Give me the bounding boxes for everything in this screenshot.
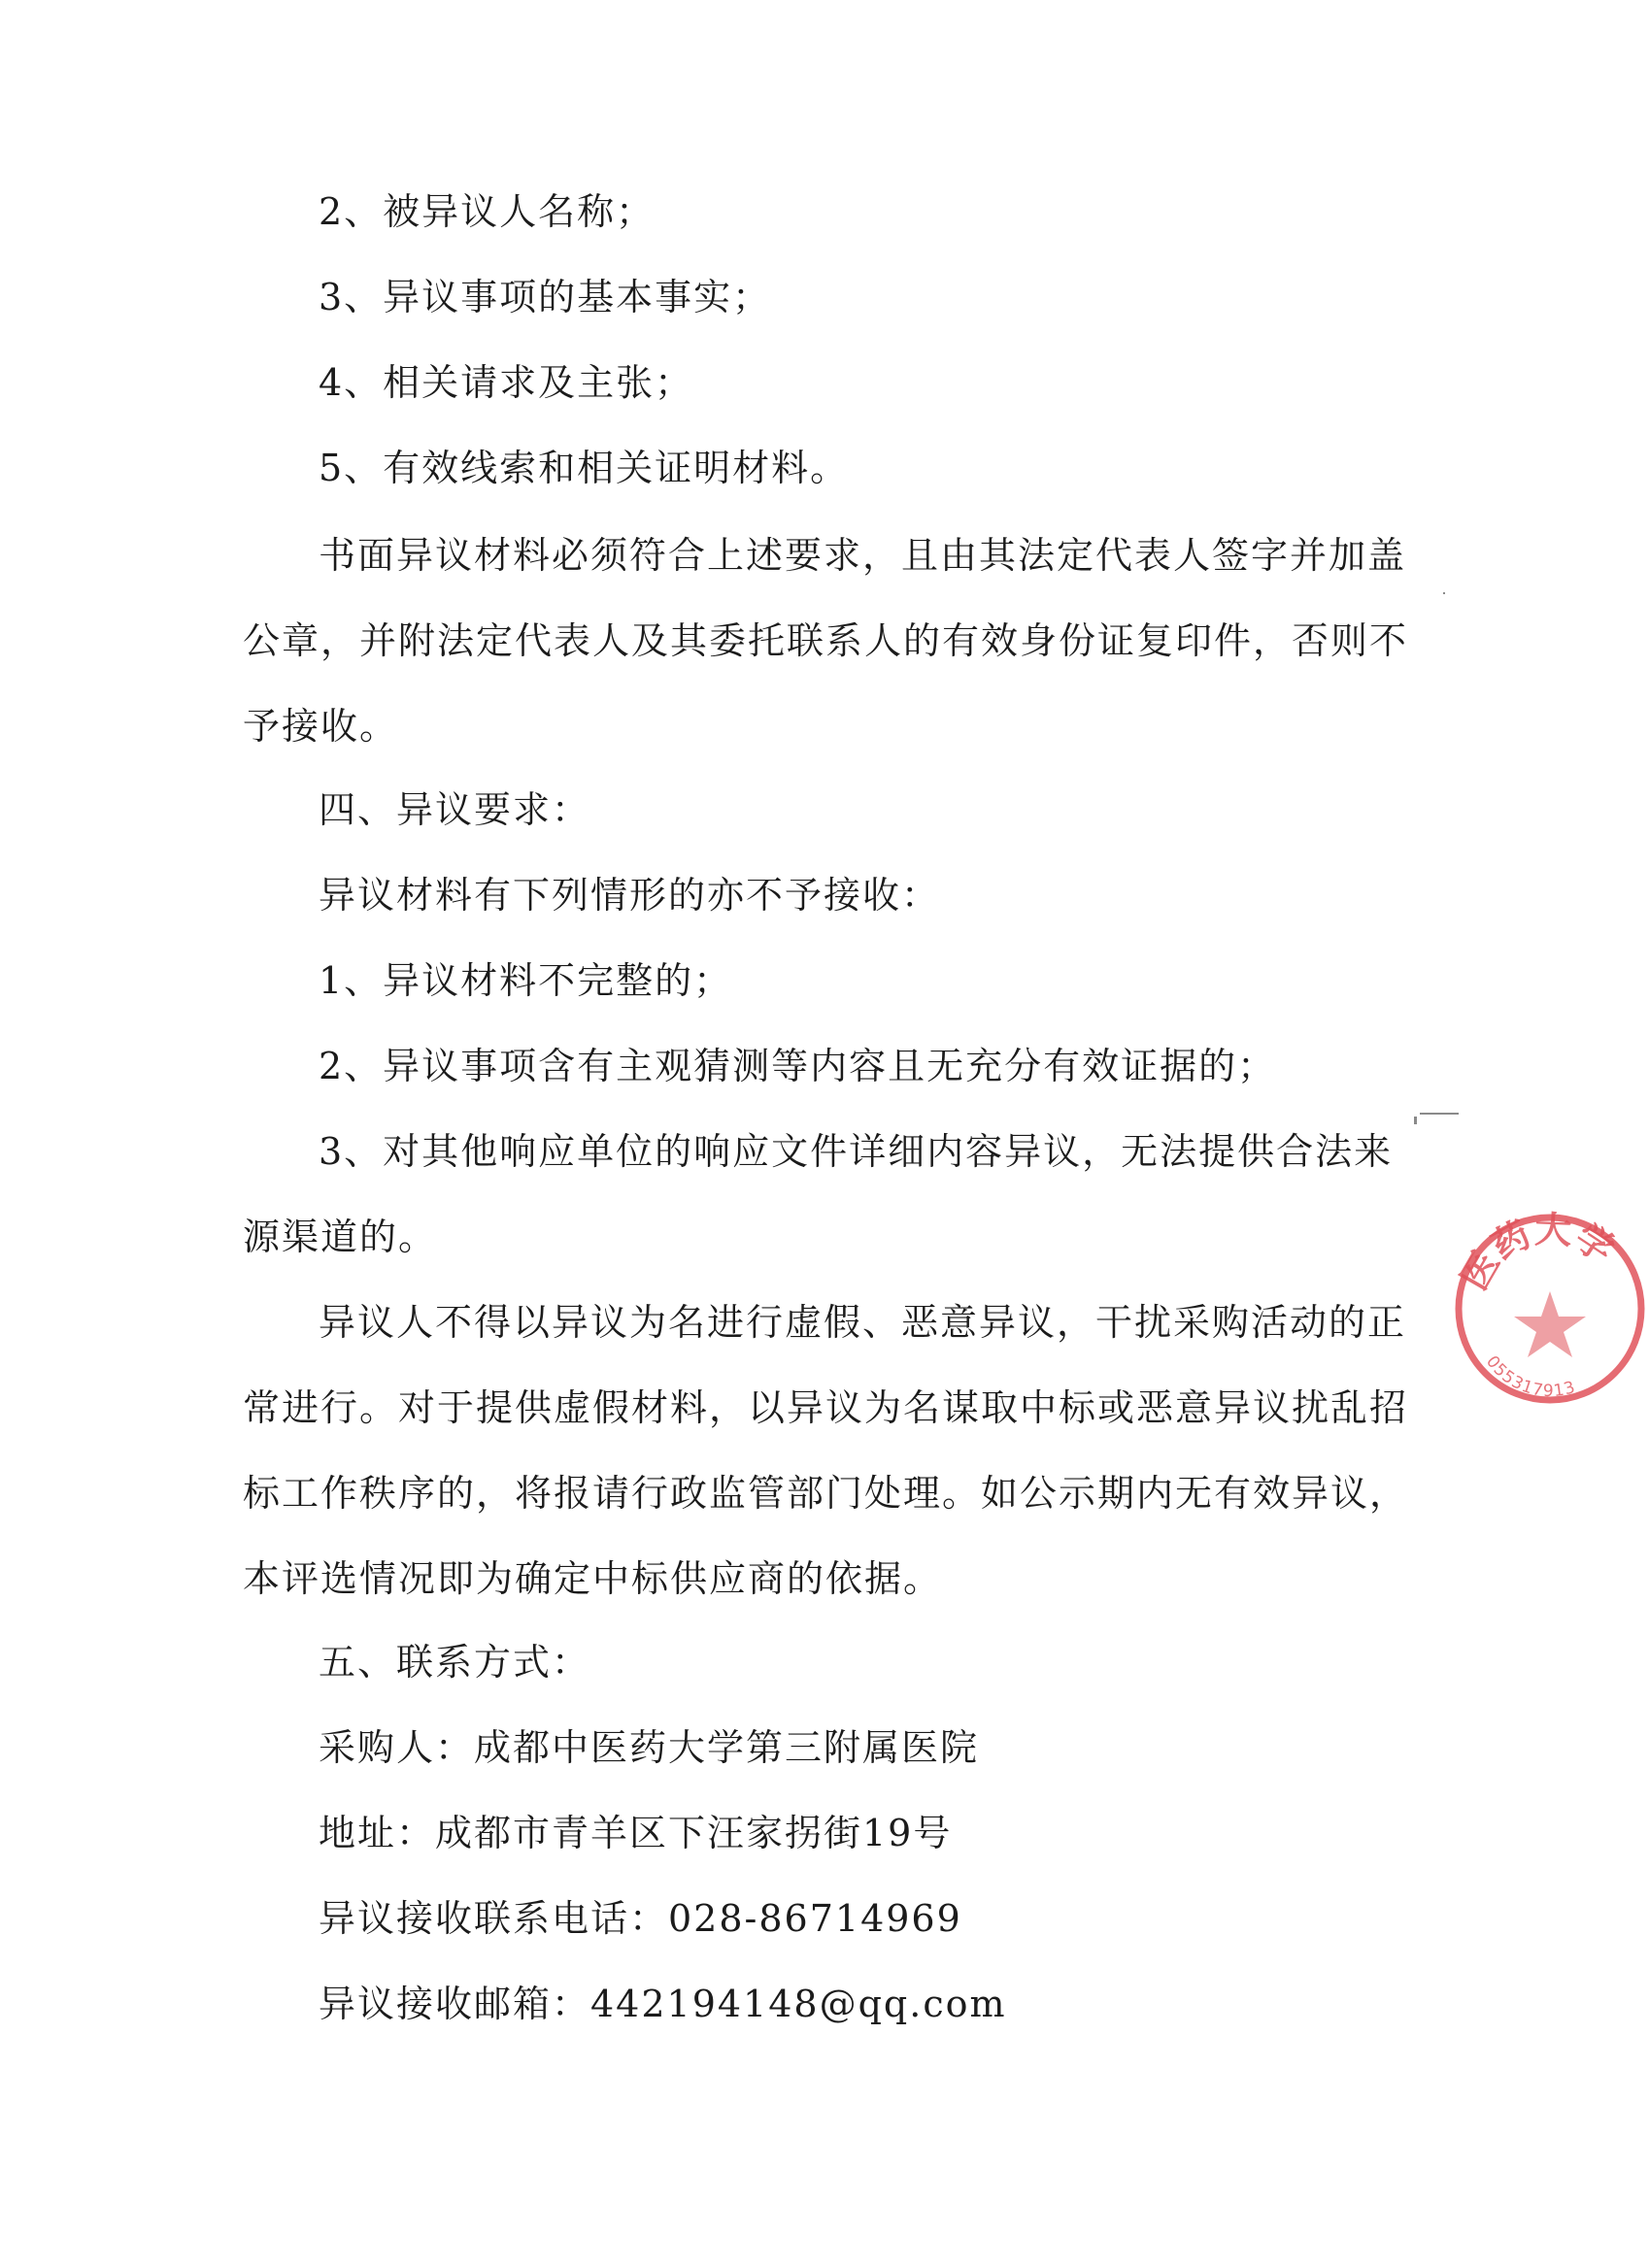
list-item: 源渠道的。	[243, 1216, 438, 1258]
list-item: 3、对其他响应单位的响应文件详细内容异议，无法提供合法来	[319, 1130, 1394, 1173]
contact-email: 异议接收邮箱：442194148@qq.com	[319, 1983, 1007, 2025]
section-heading: 五、联系方式：	[319, 1641, 591, 1684]
list-item: 5、有效线索和相关证明材料。	[319, 447, 850, 489]
paragraph-line: 异议材料有下列情形的亦不予接收：	[319, 874, 941, 917]
scan-speck	[1443, 592, 1445, 594]
seal-number: 055317913	[1481, 1351, 1578, 1402]
paragraph-line: 予接收。	[243, 705, 399, 748]
list-item: 1、异议材料不完整的；	[319, 959, 733, 1002]
paragraph-line: 标工作秩序的，将报请行政监管部门处理。如公示期内无有效异议，	[243, 1472, 1409, 1515]
paragraph-line: 常进行。对于提供虚假材料，以异议为名谋取中标或恶意异议扰乱招	[243, 1386, 1409, 1429]
list-item: 3、异议事项的基本事实；	[319, 276, 772, 318]
contact-purchaser: 采购人：成都中医药大学第三附属医院	[319, 1726, 980, 1769]
paragraph-line: 公章，并附法定代表人及其委托联系人的有效身份证复印件，否则不	[243, 619, 1409, 662]
paragraph-line: 书面异议材料必须符合上述要求，且由其法定代表人签字并加盖	[319, 534, 1407, 577]
list-item: 4、相关请求及主张；	[319, 361, 694, 404]
section-heading: 四、异议要求：	[319, 788, 591, 831]
contact-address: 地址：成都市青羊区下汪家拐街19号	[319, 1812, 953, 1854]
svg-text:055317913	[1482, 1352, 1578, 1401]
scan-speck	[1414, 1117, 1417, 1124]
seal-text: 医药大学	[1452, 1208, 1622, 1298]
list-item: 2、被异议人名称；	[319, 190, 656, 233]
contact-phone: 异议接收联系电话：028-86714969	[319, 1897, 962, 1940]
paragraph-line: 异议人不得以异议为名进行虚假、恶意异议，干扰采购活动的正	[319, 1301, 1407, 1344]
list-item: 2、异议事项含有主观猜测等内容且无充分有效证据的；	[319, 1045, 1277, 1087]
paragraph-line: 本评选情况即为确定中标供应商的依据。	[243, 1557, 943, 1600]
scan-speck	[1420, 1113, 1459, 1115]
svg-text:医药大学	[1453, 1208, 1622, 1297]
official-seal	[1445, 1204, 1649, 1408]
